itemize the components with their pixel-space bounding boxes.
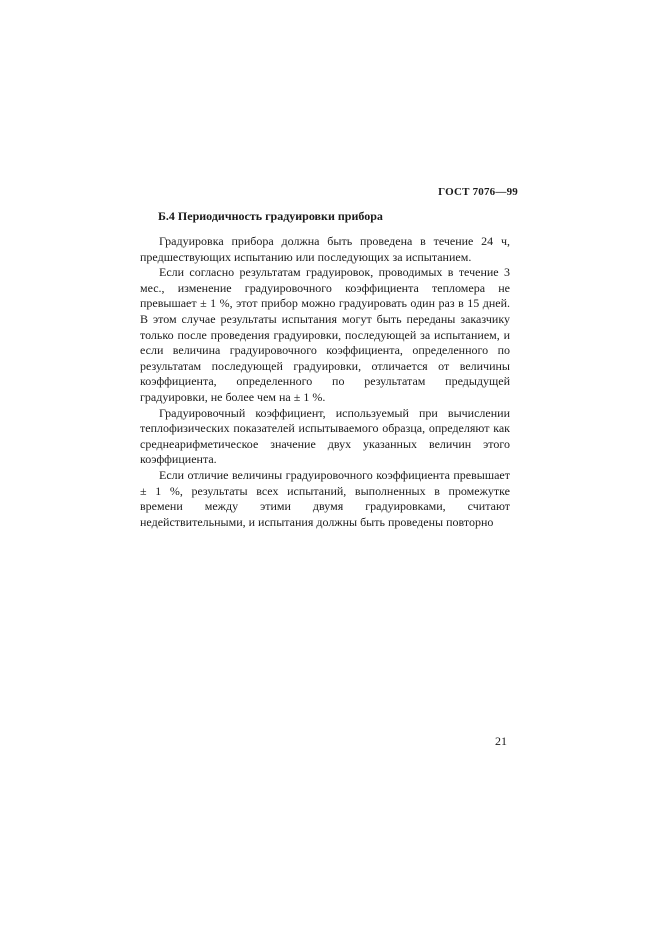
paragraph-retest-condition: Если отличие величины градуировочного коэффициента превышает ± 1 %, результаты всех испытаний, выполненных в промежутке времени между этими двумя градуировками, считают недействительными, и испытания должны быть проведены повторно [140,467,510,529]
paragraph-calibration-coefficient: Градуировочный коэффициент, используемый при вычислении теплофизических показателей испытываемого образца, определяют как среднеарифметическое значение двух указанных величин этого коэффициента. [140,405,510,467]
paragraph-calibration-timing: Градуировка прибора должна быть проведена в течение 24 ч, предшествующих испытанию или последующих за испытанием. [140,234,510,264]
paragraph-calibration-interval: Если согласно результатам градуировок, проводимых в течение 3 мес., изменение градуировочного коэффициента тепломера не превышает ± 1 %, этот прибор можно градуировать один раз в 15 дней. В этом случае результаты испытания могут быть переданы заказчику только после проведения градуировки, последующей за испытанием, и если величина градуировочного коэффициента, определенного по результатам последующей градуировки, отличается от величины коэффициента, определенного по результатам предыдущей градуировки, не более чем на ± 1 %. [140,265,510,404]
page-number: 21 [495,734,507,748]
section-title: Б.4 Периодичность градуировки прибора [158,209,383,223]
document-code: ГОСТ 7076—99 [438,186,518,198]
section-body [140,234,510,530]
